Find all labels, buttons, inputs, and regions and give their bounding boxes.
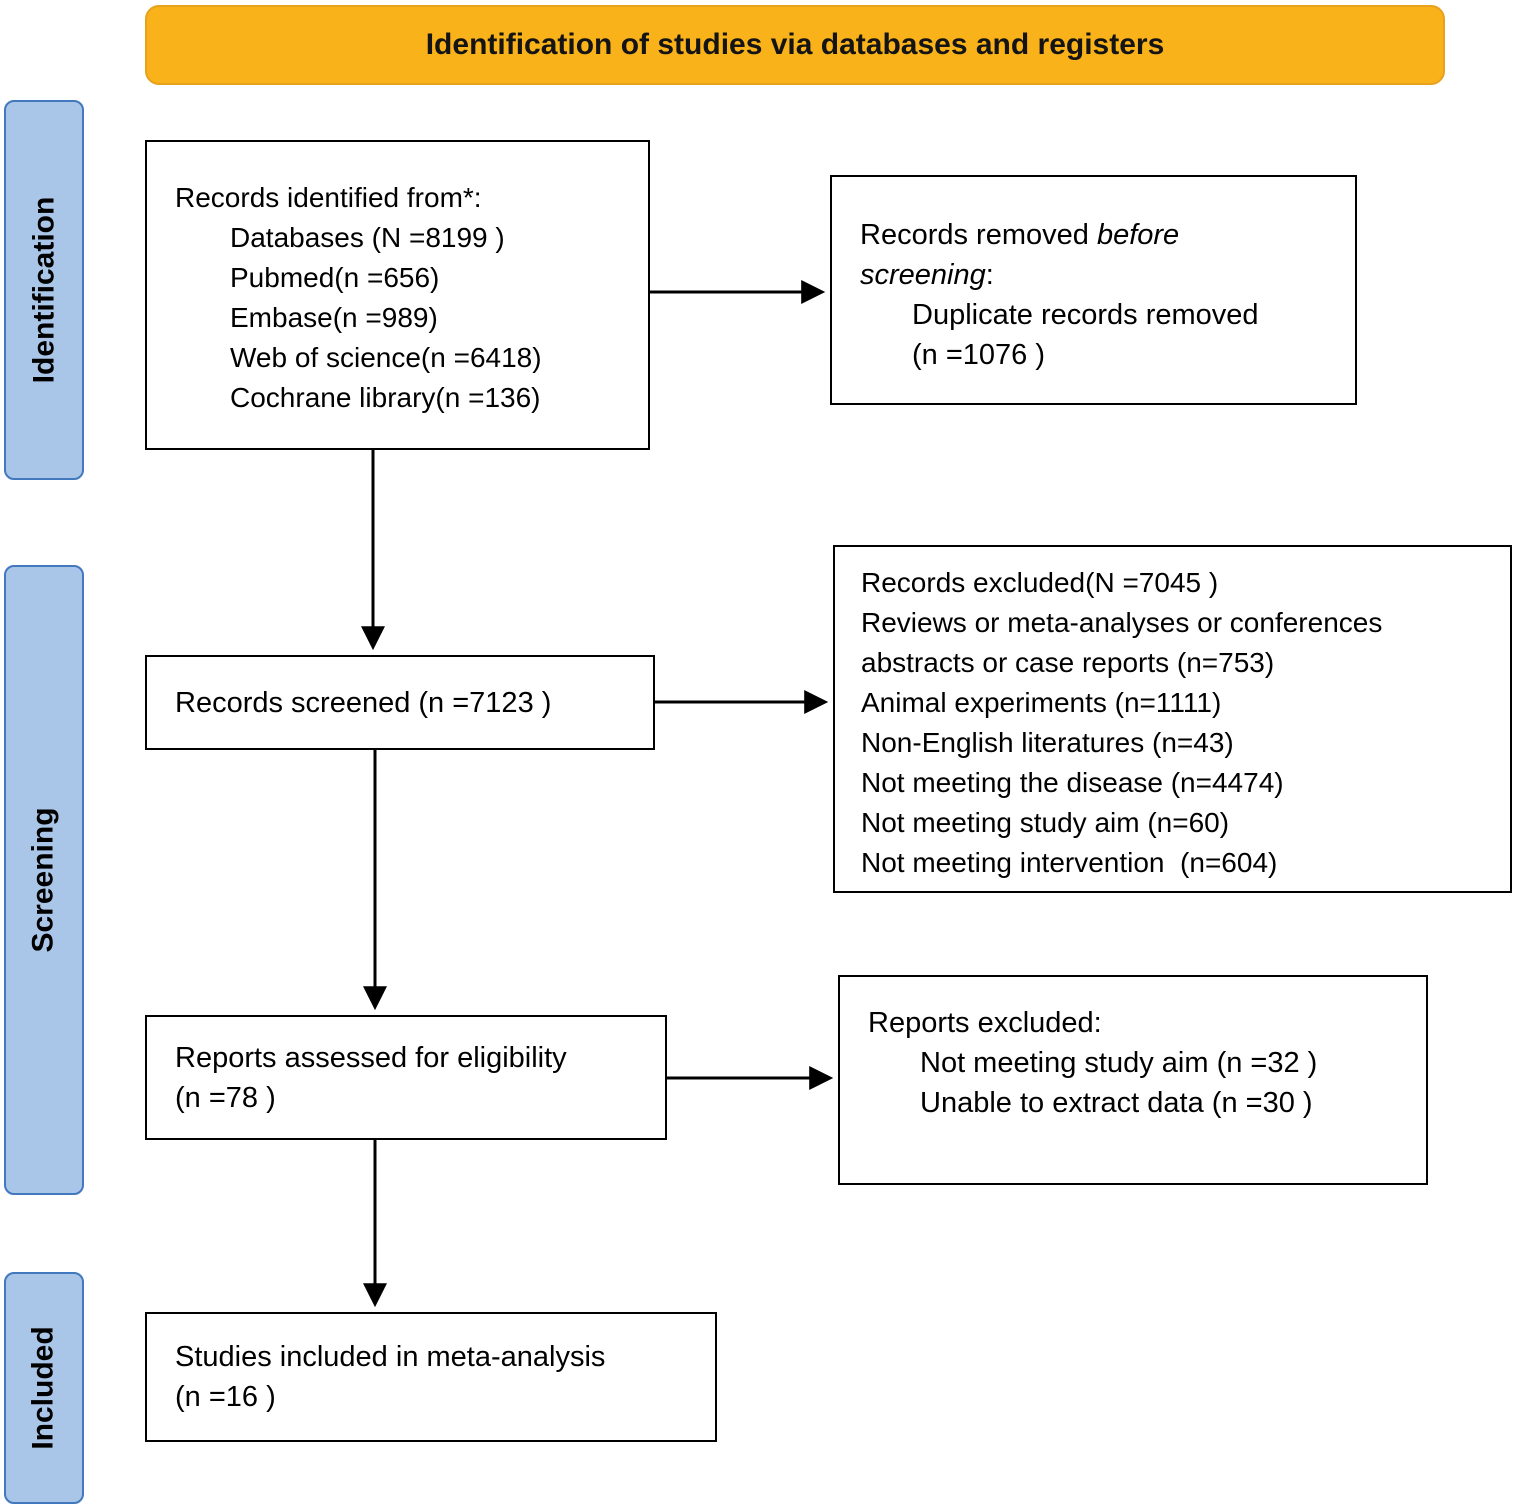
records-identified-box <box>145 140 650 450</box>
records-identified-item: Embase(n =989) <box>230 302 438 333</box>
records-screened-label: Records screened (n =7123 ) <box>175 686 552 719</box>
records-identified-item: Web of science(n =6418) <box>230 342 542 373</box>
records-excluded-line: Not meeting the disease (n=4474) <box>861 767 1284 798</box>
records-identified-item: Databases (N =8199 ) <box>230 222 505 253</box>
stage-identification-label: Identification <box>27 196 61 384</box>
records-removed-item: (n =1076 ) <box>912 339 1046 371</box>
reports-assessed-line2: (n =78 ) <box>175 1081 276 1114</box>
stage-screening-label: Screening <box>27 807 60 953</box>
reports-assessed-line1: Reports assessed for eligibility <box>175 1041 567 1074</box>
records-removed-title-italic: before screening <box>860 219 1180 291</box>
records-excluded-line: Records excluded(N =7045 ) <box>861 567 1219 598</box>
studies-included-line2: (n =16 ) <box>175 1381 276 1413</box>
diagram-title: Identification of studies via databases and registers <box>425 28 1165 61</box>
diagram-title-banner <box>145 5 1445 85</box>
records-excluded-box <box>833 545 1512 893</box>
records-removed-item: Duplicate records removed <box>912 299 1259 331</box>
reports-excluded-box <box>838 975 1428 1185</box>
stage-included <box>4 1272 84 1504</box>
records-identified-title: Records identified from*: <box>175 182 482 213</box>
records-excluded-line: Not meeting intervention (n=604) <box>861 847 1278 878</box>
studies-included-line1: Studies included in meta-analysis <box>175 1341 606 1373</box>
studies-included-box <box>145 1312 717 1442</box>
reports-assessed-box <box>145 1015 667 1140</box>
records-excluded-line: Animal experiments (n=1111) <box>861 687 1222 718</box>
reports-excluded-item: Not meeting study aim (n =32 ) <box>920 1047 1318 1079</box>
stage-screening <box>4 565 84 1195</box>
records-screened-box <box>145 655 655 750</box>
records-identified-item: Cochrane library(n =136) <box>230 382 541 413</box>
records-removed-title <box>860 215 1240 295</box>
records-removed-title-suffix: : <box>985 259 994 291</box>
records-removed-title-prefix: Records removed <box>860 219 1097 251</box>
records-identified-item: Pubmed(n =656) <box>230 262 440 293</box>
records-excluded-line: Not meeting study aim (n=60) <box>861 807 1230 838</box>
records-removed-box <box>830 175 1357 405</box>
records-excluded-line: Non-English literatures (n=43) <box>861 727 1234 758</box>
reports-excluded-item: Unable to extract data (n =30 ) <box>920 1087 1313 1119</box>
stage-identification <box>4 100 84 480</box>
stage-included-label: Included <box>27 1326 60 1450</box>
reports-excluded-title: Reports excluded: <box>868 1007 1102 1039</box>
records-excluded-line: Reviews or meta-analyses or conferences abstracts or case reports (n=753) <box>861 607 1391 678</box>
